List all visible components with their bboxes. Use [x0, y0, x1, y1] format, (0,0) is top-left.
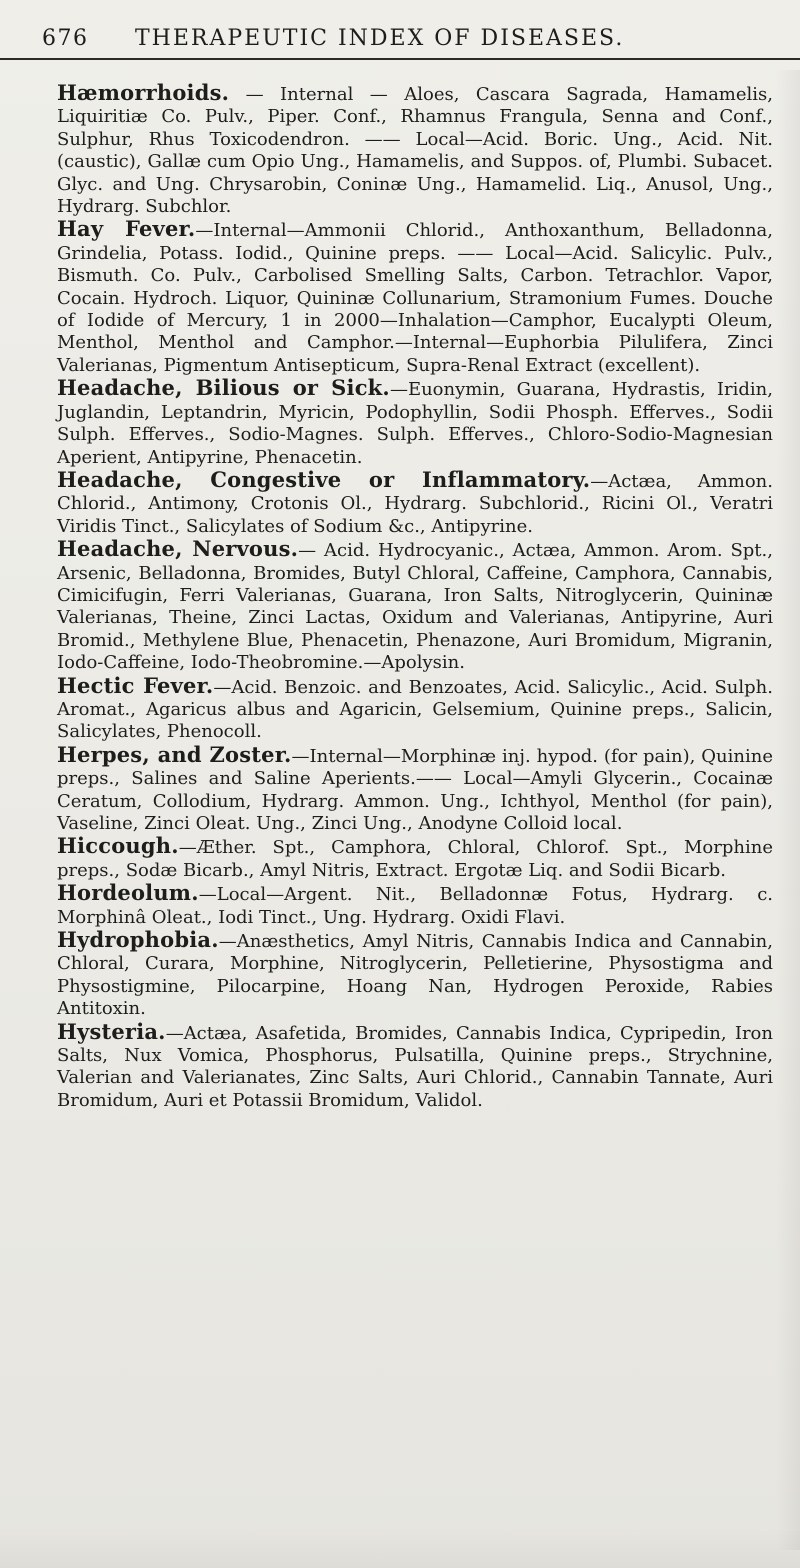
page-header [0, 14, 800, 56]
entry-term: Headache, Bilious or Sick. [57, 375, 390, 401]
entry-text: —Internal—Ammonii Chlorid., Anthoxanthum, Belladonna, Grindelia, Potass. Iodid., Quinine preps. —— Local—Acid. Salicylic. Pulv., Bismuth. Co. Pulv., Carbolised Smelling Salts, Carbon. Tetrachlor. Vapor, Cocain. Hydroch. Liquor, Quininæ Collunarium, Stramonium Fumes. Douche of Iodide of Mercury, 1 in 2000—Inhalation—Camphor, Eucalypti Oleum, Menthol, Menthol and Camphor.—Internal—Euphorbia Pilulifera, Zinci Valerianas, Pigmentum Antisepticum, Supra-Renal Extract (excellent). [57, 220, 773, 376]
index-entry [57, 672, 773, 744]
entry-term: Hydrophobia. [57, 927, 219, 953]
index-entry [57, 741, 773, 836]
index-entry [57, 377, 773, 469]
entry-term: Headache, Nervous. [57, 536, 299, 562]
entry-text: —Anæsthetics, Amyl Nitris, Cannabis Indica and Cannabin, Chloral, Curara, Morphine, Nitroglycerin, Pelletierine, Physostigma and Physostigmine, Pilocarpine, Hoang Nan, Hydrogen Peroxide, Rabies Antitoxin. [57, 931, 773, 1020]
entry-text: —Actæa, Ammon. Chlorid., Antimony, Crotonis Ol., Hydrarg. Subchlorid., Ricini Ol., Veratri Viridis Tinct., Salicylates of Sodium &c., Antipyrine. [57, 470, 773, 537]
entry-term: Hordeolum. [57, 880, 199, 906]
page-edge-shading [776, 70, 800, 1550]
entry-text: — Acid. Hydrocyanic., Actæa, Ammon. Arom. Spt., Arsenic, Belladonna, Bromides, Butyl Chloral, Caffeine, Camphora, Cannabis, Cimicifugin, Ferri Valerianas, Guarana, Iron Salts, Nitroglycerin, Quininæ Valerianas, Theine, Zinci Lactas, Oxidum and Valerianas, Antipyrine, Auri Bromid., Methylene Blue, Phenacetin, Phenazone, Auri Bromidum, Migranin, Iodo-Caffeine, Iodo-Theobromine.—Apolysin. [57, 540, 773, 674]
index-entry [57, 466, 773, 538]
index-body [57, 82, 773, 1112]
header-rule [0, 58, 800, 60]
index-entry [57, 1018, 773, 1113]
page-number: 676 [42, 26, 89, 51]
entry-term: Headache, Congestive or Inflammatory. [57, 466, 591, 492]
entry-text: —Internal—Morphinæ inj. hypod. (for pain), Quinine preps., Salines and Saline Aperients.—— Local—Amyli Glycerin., Cocainæ Ceratum, Collodium, Hydrarg. Ammon. Ung., Ichthyol, Menthol (for pain), Vaseline, Zinci Oleat. Ung., Zinci Ung., Anodyne Colloid local. [57, 745, 773, 834]
index-entry [57, 538, 773, 674]
index-entry [57, 929, 773, 1021]
entry-term: Hiccough. [57, 833, 179, 859]
entry-term: Hysteria. [57, 1018, 166, 1044]
index-entry [57, 882, 773, 929]
running-title: THERAPEUTIC INDEX OF DISEASES. [135, 26, 625, 51]
entry-text: —Euonymin, Guarana, Hydrastis, Iridin, Juglandin, Leptandrin, Myricin, Podophyllin, Sodii Phosph. Efferves., Sodii Sulph. Efferves., Sodio-Magnes. Sulph. Efferves., Chloro-Sodio-Magnesian Aperient, Antipyrine, Phenacetin. [57, 379, 773, 468]
index-entry [57, 218, 773, 377]
index-entry [57, 835, 773, 882]
entry-text: —Local—Argent. Nit., Belladonnæ Fotus, Hydrarg. c. Morphinâ Oleat., Iodi Tinct., Ung. Hydrarg. Oxidi Flavi. [57, 884, 773, 928]
index-entry [57, 82, 773, 218]
entry-text: — Internal — Aloes, Cascara Sagrada, Hamamelis, Liquiritiæ Co. Pulv., Piper. Conf., Rhamnus Frangula, Senna and Conf., Sulphur, Rhus Toxicodendron. —— Local—Acid. Boric. Ung., Acid. Nit. (caustic), Gallæ cum Opio Ung., Hamamelis, and Suppos. of, Plumbi. Subacet. Glyc. and Ung. Chrysarobin, Coninæ Ung., Hamamelid. Liq., Anusol, Ung., Hydrarg. Subchlor. [57, 84, 773, 218]
entry-text: —Æther. Spt., Camphora, Chloral, Chlorof. Spt., Morphine preps., Sodæ Bicarb., Amyl Nitris, Extract. Ergotæ Liq. and Sodii Bicarb. [57, 837, 773, 881]
entry-term: Hay Fever. [57, 216, 196, 242]
entry-text: —Acid. Benzoic. and Benzoates, Acid. Salicylic., Acid. Sulph. Aromat., Agaricus albus and Agaricin, Gelsemium, Quinine preps., Salicin, Salicylates, Phenocoll. [57, 676, 773, 743]
entry-text: —Actæa, Asafetida, Bromides, Cannabis Indica, Cypripedin, Iron Salts, Nux Vomica, Phosphorus, Pulsatilla, Quinine preps., Strychnine, Valerian and Valerianates, Zinc Salts, Auri Chlorid., Cannabin Tannate, Auri Bromidum, Auri et Potassii Bromidum, Validol. [57, 1022, 773, 1111]
entry-term: Hæmorrhoids. [57, 80, 230, 105]
entry-term: Hectic Fever. [57, 672, 214, 698]
page-bottom-shading [0, 1528, 800, 1568]
entry-term: Herpes, and Zoster. [57, 741, 292, 767]
